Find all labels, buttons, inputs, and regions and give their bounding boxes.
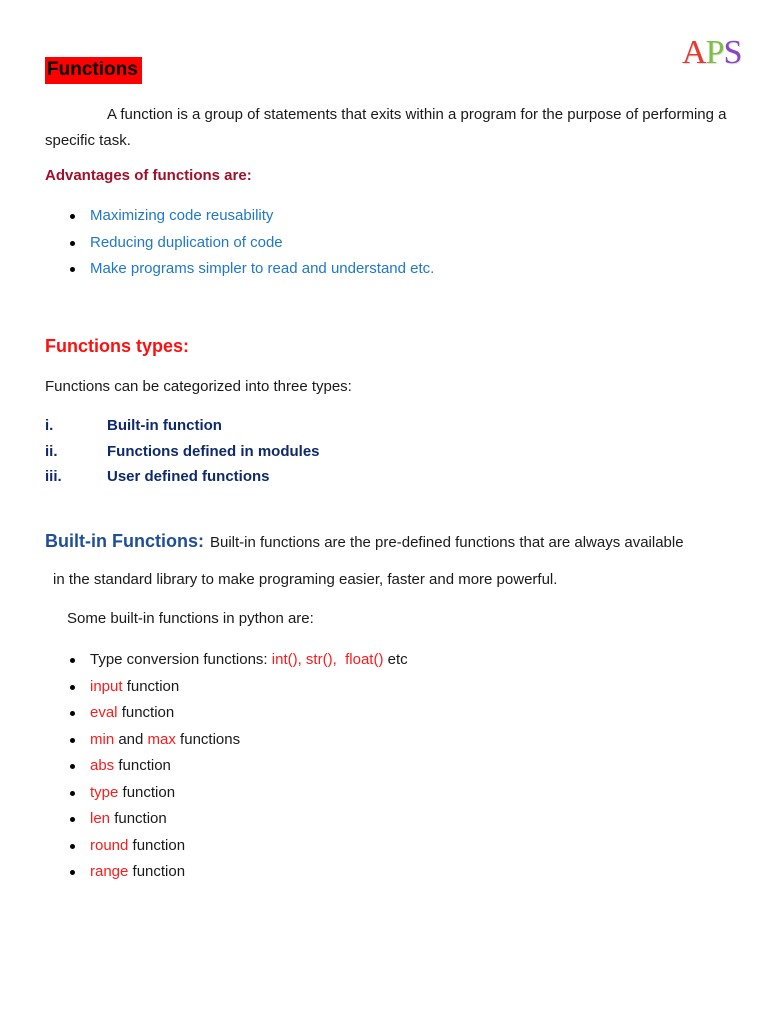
list-item xyxy=(45,780,408,807)
function-name: min xyxy=(90,730,115,748)
some-builtins-label: Some built-in functions in python are: xyxy=(67,610,314,627)
function-name: eval xyxy=(90,704,118,721)
conversion-prefix: Type conversion functions: xyxy=(90,651,272,668)
types-intro: Functions can be categorized into three types: xyxy=(45,378,352,395)
list-label: Functions defined in modules xyxy=(107,442,320,460)
conversion-float: float() xyxy=(345,651,384,668)
intro-paragraph xyxy=(45,102,735,154)
builtin-desc-2: in the standard library to make programing easier, faster and more powerful. xyxy=(53,571,558,588)
function-name: range xyxy=(90,863,129,880)
list-item xyxy=(45,833,408,860)
advantages-heading: Advantages of functions are: xyxy=(45,167,252,184)
advantages-list xyxy=(45,203,434,283)
builtin-heading: Built-in Functions: xyxy=(45,531,204,551)
intro-text: A function is a group of statements that exits within a program for the purpose of performing a specific task. xyxy=(45,106,727,149)
function-name: type xyxy=(90,783,119,801)
conversion-functions: int(), str(), xyxy=(271,651,337,668)
aps-logo xyxy=(682,36,741,70)
function-name: input xyxy=(90,677,123,695)
logo-letter-p: P xyxy=(705,34,724,71)
function-mid: and xyxy=(114,730,148,748)
types-heading: Functions types: xyxy=(45,336,190,356)
types-list xyxy=(45,413,320,490)
function-name: round xyxy=(90,836,129,854)
function-suffix: function xyxy=(118,783,176,801)
logo-letter-a: A xyxy=(682,34,706,71)
list-number: i. xyxy=(45,417,54,434)
builtin-functions-list xyxy=(45,647,408,886)
builtin-desc-1: Built-in functions are the pre-defined functions that are always available xyxy=(209,534,684,551)
function-name: abs xyxy=(90,757,115,774)
list-item xyxy=(45,464,320,490)
page-title: Functions xyxy=(45,57,142,84)
list-item xyxy=(45,806,408,833)
list-item xyxy=(45,647,408,674)
function-suffix: function xyxy=(128,836,186,854)
function-suffix: function xyxy=(114,757,171,774)
list-number: iii. xyxy=(45,468,62,485)
list-item: Maximizing code reusability xyxy=(45,203,434,230)
list-label: User defined functions xyxy=(107,468,270,485)
list-label: Built-in function xyxy=(107,417,222,434)
list-item xyxy=(45,674,408,701)
function-name: max xyxy=(147,730,176,748)
list-item xyxy=(45,413,320,439)
logo-letter-s: S xyxy=(723,34,742,71)
builtin-section xyxy=(45,531,745,552)
function-suffix: function xyxy=(122,677,180,695)
list-item xyxy=(45,753,408,780)
function-suffix: function xyxy=(128,863,186,880)
function-suffix: function xyxy=(117,704,175,721)
function-suffix: function xyxy=(110,810,167,827)
list-item: Reducing duplication of code xyxy=(45,230,434,257)
list-item xyxy=(45,859,408,886)
function-suffix: functions xyxy=(175,730,241,748)
function-name: len xyxy=(90,810,111,827)
list-number: ii. xyxy=(45,442,58,460)
list-item xyxy=(45,700,408,727)
conversion-suffix: etc xyxy=(383,651,408,668)
list-item xyxy=(45,727,408,754)
list-item: Make programs simpler to read and understand etc. xyxy=(45,256,434,283)
list-item xyxy=(45,439,320,465)
